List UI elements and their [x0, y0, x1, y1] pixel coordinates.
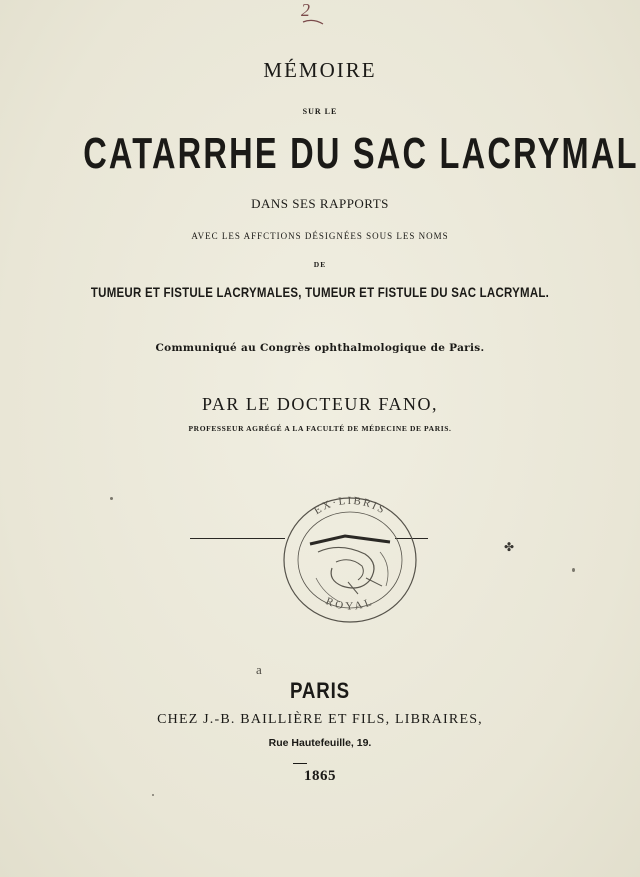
- handwritten-page-number: [295, 0, 335, 30]
- paper-speck: [110, 497, 113, 500]
- sur-le-text: SUR LE: [302, 107, 338, 116]
- imprint-city: PARIS: [289, 678, 351, 703]
- svg-text:ROYAL: [324, 595, 376, 612]
- imprint-address: Rue Hautefeuille, 19.: [268, 737, 372, 749]
- memoire-heading: MÉMOIRE: [263, 58, 377, 82]
- svg-text:EX·LIBRIS: [312, 495, 388, 517]
- library-stamp: [270, 482, 430, 632]
- imprint-year: 1865: [304, 768, 336, 784]
- ink-fleck: ✤: [504, 540, 515, 554]
- stamp-top-text: EX·LIBRIS: [311, 494, 389, 518]
- paper-speck: [572, 568, 575, 572]
- author-position: PROFESSEUR AGRÉGÉ A LA FACULTÉ DE MÉDECINE DE PARIS.: [188, 424, 452, 433]
- main-title: CATARRHE DU SAC LACRYMAL: [83, 129, 639, 178]
- imprint-dash: [293, 763, 307, 764]
- author-byline: PAR LE DOCTEUR FANO,: [201, 394, 439, 414]
- avec-les-text: AVEC LES AFFCTIONS DÉSIGNÉES SOUS LES NOMS: [191, 231, 449, 241]
- pencil-mark: a: [256, 662, 262, 677]
- dans-ses-rapports-text: DANS SES RAPPORTS: [251, 196, 389, 211]
- imprint-publisher: CHEZ J.-B. BAILLIÈRE ET FILS, LIBRAIRES,: [157, 712, 483, 727]
- subtitle: TUMEUR ET FISTULE LACRYMALES, TUMEUR ET FISTULE DU SAC LACRYMAL.: [90, 284, 550, 300]
- de-text: DE: [313, 260, 327, 269]
- stamp-bottom-text: ROYAL: [323, 595, 377, 613]
- paper-speck: [152, 794, 154, 796]
- handwritten-numeral: 2: [301, 0, 310, 20]
- communique-line: Communiqué au Congrès ophthalmologique de Paris.: [155, 342, 485, 354]
